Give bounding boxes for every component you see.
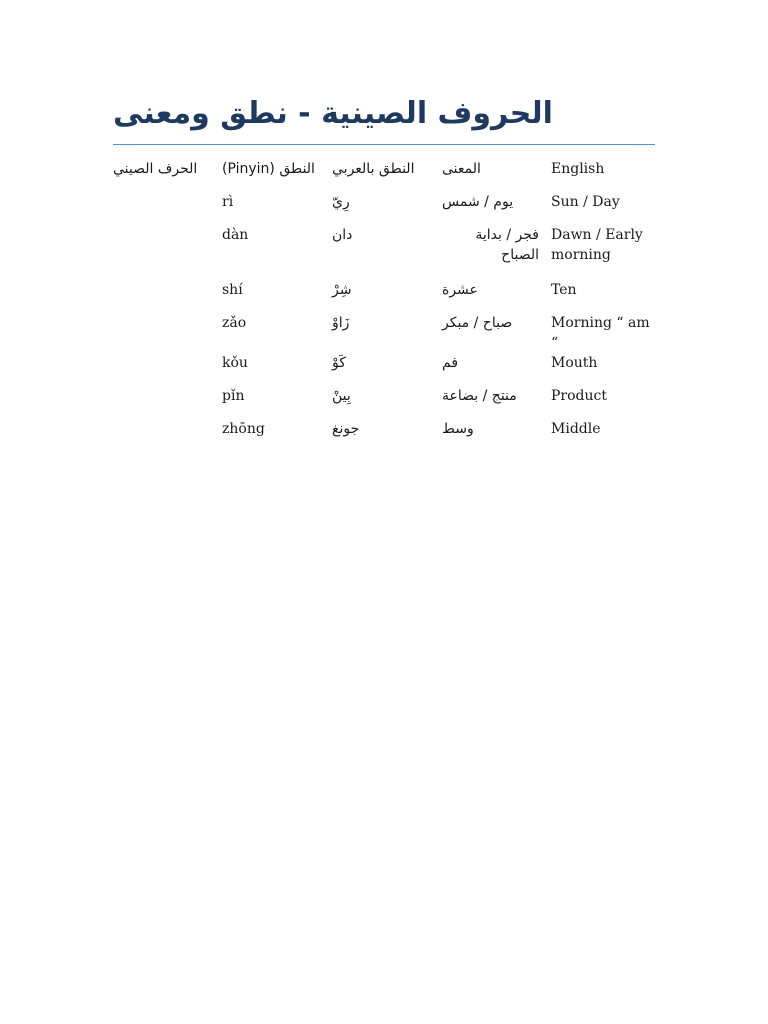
cell-chinese-char [113, 353, 222, 386]
cell-meaning: منتج / بضاعة [442, 388, 517, 404]
cell-pinyin: pǐn [222, 388, 245, 404]
cell-chinese-char [113, 313, 222, 353]
cell-english: Sun / Day [551, 194, 620, 210]
table-row [113, 419, 655, 452]
cell-chinese-char [113, 225, 222, 280]
header-pinyin: النطق (Pinyin) [222, 161, 315, 177]
cell-pinyin: zhōng [222, 421, 265, 437]
cell-meaning: يوم / شمس [442, 194, 514, 210]
document-page [113, 92, 655, 452]
table-row [113, 386, 655, 419]
cell-meaning: فم [442, 355, 459, 371]
cell-english: Ten [551, 282, 577, 298]
cell-english: Mouth [551, 355, 598, 371]
cell-pinyin: dàn [222, 227, 249, 243]
cell-arabic-pronunciation: جونغ [332, 421, 360, 437]
page-title: الحروف الصينية - نطق ومعنى [113, 96, 553, 131]
cell-english: Product [551, 388, 607, 404]
cell-pinyin: kǒu [222, 355, 248, 371]
header-english: English [551, 161, 605, 177]
table-row [113, 280, 655, 313]
cell-chinese-char [113, 386, 222, 419]
cell-english: Dawn / Early morning [551, 227, 643, 263]
table-row [113, 192, 655, 225]
cell-arabic-pronunciation: بِينْ [332, 388, 351, 404]
cell-chinese-char [113, 419, 222, 452]
cell-arabic-pronunciation: شِرْ [332, 282, 352, 298]
cell-arabic-pronunciation: زَاوْ [332, 315, 350, 331]
cell-chinese-char [113, 192, 222, 225]
cell-pinyin: shí [222, 282, 243, 298]
header-arabic-pronunciation: النطق بالعربي [332, 161, 415, 177]
cell-meaning: وسط [442, 421, 474, 437]
table-row [113, 313, 655, 353]
cell-pinyin: rì [222, 194, 234, 210]
vocabulary-table [113, 159, 655, 452]
cell-arabic-pronunciation: رِيّ [332, 194, 350, 210]
cell-english: Middle [551, 421, 601, 437]
header-chinese-char: الحرف الصيني [113, 161, 198, 177]
title-underline [113, 144, 655, 145]
cell-chinese-char [113, 280, 222, 313]
header-meaning: المعنى [442, 161, 481, 177]
table-row [113, 353, 655, 386]
table-row [113, 225, 655, 280]
cell-meaning: فجر / بداية الصباح [475, 227, 539, 263]
table-header-row [113, 159, 655, 192]
cell-meaning: صباح / مبكر [442, 315, 513, 331]
cell-pinyin: zǎo [222, 315, 247, 331]
cell-meaning: عشرة [442, 282, 478, 298]
cell-english: Morning “ am “ [551, 315, 650, 351]
cell-arabic-pronunciation: كَوْ [332, 355, 346, 371]
cell-arabic-pronunciation: دان [332, 227, 353, 243]
